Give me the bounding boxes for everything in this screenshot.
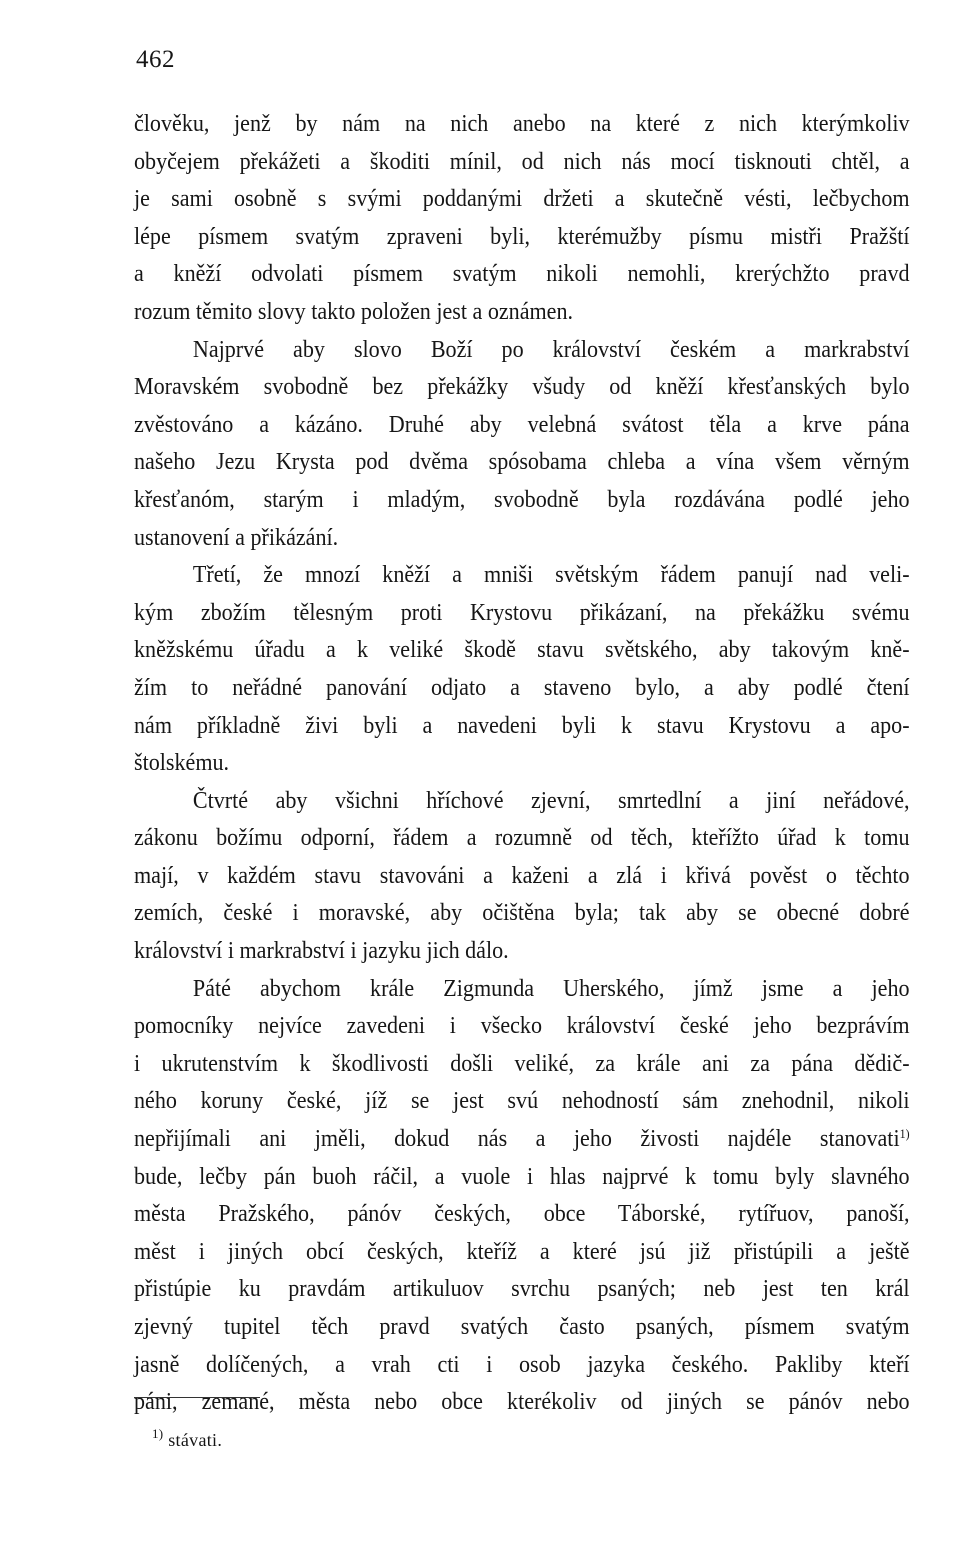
text-line	[134, 595, 910, 633]
text-line	[134, 444, 910, 482]
text-line	[134, 1384, 910, 1422]
text-line	[134, 933, 910, 971]
text-line-content: bude, lečby pán buoh ráčil, a vuole i hlas najprvé k tomu byly slavného	[134, 1163, 910, 1190]
footnote	[152, 1426, 223, 1451]
text-line	[134, 332, 910, 370]
text-line-content: Moravském svobodně bez překážky všudy od kněží křesťanských bylo	[134, 374, 910, 401]
text-line-content: člověku, jenž by nám na nich anebo na které z nich kterýmkoliv	[134, 111, 910, 137]
text-line-content: ustanovení a přikázání.	[134, 524, 339, 551]
text-line-content: našeho Jezu Krysta pod dvěma spósobama chleba a vína všem věrným	[134, 449, 910, 476]
text-line-content: ného koruny české, jíž se jest svú nehodností sám znehodnil, nikoli	[134, 1088, 910, 1115]
text-line	[134, 745, 910, 783]
text-line-content: štolskému.	[134, 750, 230, 777]
body-text	[134, 106, 910, 1422]
text-line-content: žím to neřádné panování odjato a staveno bylo, a aby podlé čtení	[134, 674, 910, 701]
text-line	[134, 407, 910, 445]
text-line	[134, 971, 910, 1009]
text-line-content: nepřijímali ani jměli, dokud nás a jeho živosti najdéle stanovati	[134, 1126, 900, 1153]
text-line	[134, 708, 910, 746]
text-line	[134, 1347, 910, 1385]
text-line-content: zákonu božímu odporní, řádem a rozumně od těch, kteřížto úřad k tomu	[134, 825, 910, 852]
text-line-content: obyčejem překážeti a škoditi mínil, od nich nás mocí tisknouti chtěl, a	[134, 148, 910, 175]
page-number: 462	[136, 46, 175, 73]
text-line-content: přistúpie ku pravdám artikuluov svrchu psaných; neb jest ten král	[134, 1276, 910, 1303]
text-line-content: a kněží odvolati písmem svatým nikoli nemohli, krerýchžto pravd	[134, 261, 910, 288]
text-line-content: pomocníky nejvíce zavedeni i všecko království české jeho bezprávím	[134, 1013, 910, 1040]
text-line	[134, 1121, 910, 1159]
footnote-text: stávati.	[168, 1430, 223, 1450]
text-line-content: zjevný tupitel těch pravd svatých často psaných, písmem svatým	[134, 1314, 910, 1340]
text-line-content: mají, v každém stavu stavováni a kaženi a zlá i křivá pověst o těchto	[134, 862, 910, 889]
text-line	[134, 1046, 910, 1084]
text-line	[134, 256, 910, 294]
text-line	[134, 294, 910, 332]
text-line	[134, 858, 910, 896]
text-line	[134, 106, 910, 144]
text-line	[134, 1309, 910, 1347]
text-line	[134, 1271, 910, 1309]
text-line-content: Páté abychom krále Zigmunda Uherského, jímž jsme a jeho	[192, 975, 910, 1002]
text-line	[134, 144, 910, 182]
footnote-reference: 1)	[899, 1126, 910, 1142]
text-line-content: páni, zemané, města nebo obce kterékoliv od jiných se pánóv nebo	[134, 1389, 910, 1416]
text-line-content: kněžskému úřadu a k veliké škodě stavu světského, aby takovým kně-	[134, 637, 910, 664]
text-line-content: je sami osobně s svými poddanými držeti a skutečně vésti, lečbychom	[134, 186, 910, 213]
text-line-content: Třetí, že mnozí kněží a mniši světským řádem panují nad veli-	[192, 562, 910, 589]
text-line	[134, 1083, 910, 1121]
text-line-content: i ukrutenstvím k škodlivosti došli veliké, za krále ani za pána dědič-	[134, 1050, 910, 1077]
text-line-content: království i markrabství i jazyku jich dálo.	[134, 938, 509, 965]
text-line-content: křesťanóm, starým i mladým, svobodně byla rozdávána podlé jeho	[134, 486, 910, 513]
text-line-content: zemích, české i moravské, aby očištěna byla; tak aby se obecné dobré	[134, 900, 910, 927]
footnote-divider	[134, 1397, 260, 1398]
text-line-content: Čtvrté aby všichni hříchové zjevní, smrtedlní a jiní neřádové,	[192, 787, 910, 814]
text-line	[134, 181, 910, 219]
text-line-content: lépe písmem svatým zpraveni byli, kterémužby písmu mistři Pražští	[134, 223, 910, 250]
text-line	[134, 557, 910, 595]
text-line	[134, 520, 910, 558]
text-line-content: kým zbožím tělesným proti Krystovu přikázaní, na překážku svému	[134, 599, 910, 626]
text-line	[134, 1196, 910, 1234]
text-line	[134, 369, 910, 407]
text-line	[134, 1008, 910, 1046]
footnote-marker: 1)	[152, 1426, 164, 1441]
text-line-content: nám příkladně živi byli a navedeni byli k stavu Krystovu a apo-	[134, 712, 910, 739]
text-line-content: Najprvé aby slovo Boží po království českém a markrabství	[192, 336, 910, 363]
text-line-content: jasně dolíčených, a vrah cti i osob jazyka českého. Pakliby kteří	[134, 1351, 910, 1378]
text-line	[134, 1234, 910, 1272]
text-line	[134, 482, 910, 520]
text-line	[134, 895, 910, 933]
text-line	[134, 219, 910, 257]
text-line-content: měst i jiných obcí českých, kteříž a které jsú již přistúpili a ještě	[134, 1238, 910, 1265]
text-line-content: města Pražského, pánóv českých, obce Táborské, rytířuov, panoší,	[134, 1201, 910, 1228]
text-line	[134, 1159, 910, 1197]
text-line-content: zvěstováno a kázáno. Druhé aby velebná svátost těla a krve pána	[134, 411, 910, 438]
text-line	[134, 783, 910, 821]
text-line	[134, 632, 910, 670]
text-line	[134, 820, 910, 858]
text-line	[134, 670, 910, 708]
text-line-content: rozum těmito slovy takto položen jest a oznámen.	[134, 298, 574, 325]
